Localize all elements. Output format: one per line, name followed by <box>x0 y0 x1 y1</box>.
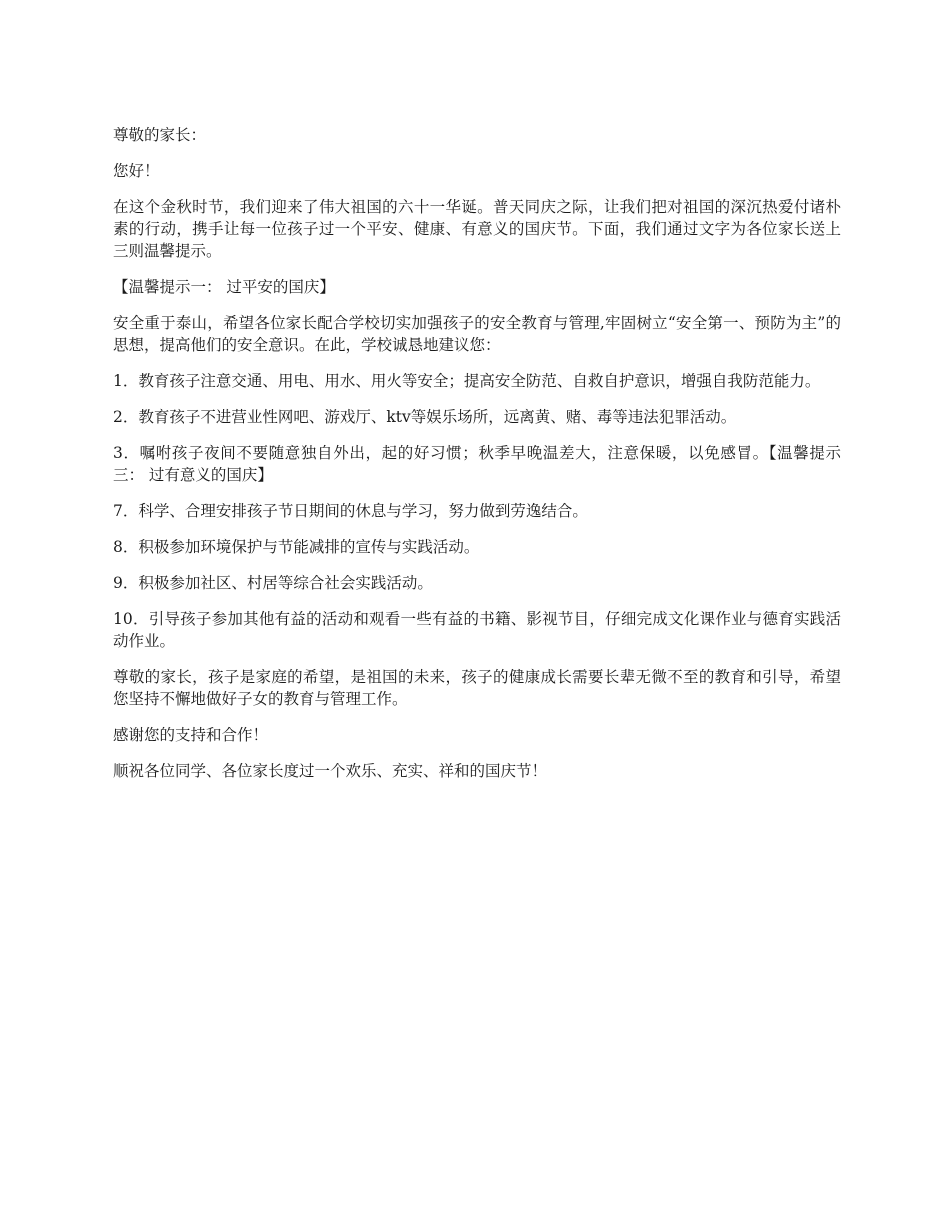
greeting: 您好！ <box>113 162 160 180</box>
list-item: 8．积极参加环境保护与节能减排的宣传与实践活动。 <box>113 538 480 556</box>
list-item: 7．科学、合理安排孩子节日期间的休息与学习，努力做到劳逸结合。 <box>113 502 588 520</box>
intro-paragraph: 在这个金秋时节，我们迎来了伟大祖国的六十一华诞。普天同庆之际，让我们把对祖国的深沉热爱付诸朴素的行动，携手让每一位孩子过一个平安、健康、有意义的国庆节。下面，我们通过文字为各位家长送上三则温馨提示。 <box>113 198 841 260</box>
list-item: 10．引导孩子参加其他有益的活动和观看一些有益的书籍、影视节目，仔细完成文化课作业与德育实践活动作业。 <box>113 610 841 650</box>
list-item: 3．嘱咐孩子夜间不要随意独自外出，起的好习惯；秋季早晚温差大，注意保暖，以免感冒。【温馨提示三： 过有意义的国庆】 <box>113 444 841 484</box>
list-item: 2．教育孩子不进营业性网吧、游戏厅、ktv等娱乐场所，远离黄、赌、毒等违法犯罪活动。 <box>113 408 737 426</box>
tip1-heading: 【温馨提示一： 过平安的国庆】 <box>113 278 335 296</box>
list-item: 1．教育孩子注意交通、用电、用水、用火等安全；提高安全防范、自救自护意识，增强自我防范能力。 <box>113 372 821 390</box>
tip1-body: 安全重于泰山，希望各位家长配合学校切实加强孩子的安全教育与管理,牢固树立“安全第一、预防为主”的思想，提高他们的安全意识。在此，学校诚恳地建议您： <box>113 314 841 354</box>
document-page <box>113 124 841 796</box>
salutation: 尊敬的家长： <box>113 126 207 144</box>
list-item: 9．积极参加社区、村居等综合社会实践活动。 <box>113 574 433 592</box>
closing-paragraph: 尊敬的家长，孩子是家庭的希望，是祖国的未来，孩子的健康成长需要长辈无微不至的教育和引导，希望您坚持不懈地做好子女的教育与管理工作。 <box>113 668 841 708</box>
thanks-line: 感谢您的支持和合作！ <box>113 726 269 744</box>
wishes-line: 顺祝各位同学、各位家长度过一个欢乐、充实、祥和的国庆节！ <box>113 762 548 780</box>
